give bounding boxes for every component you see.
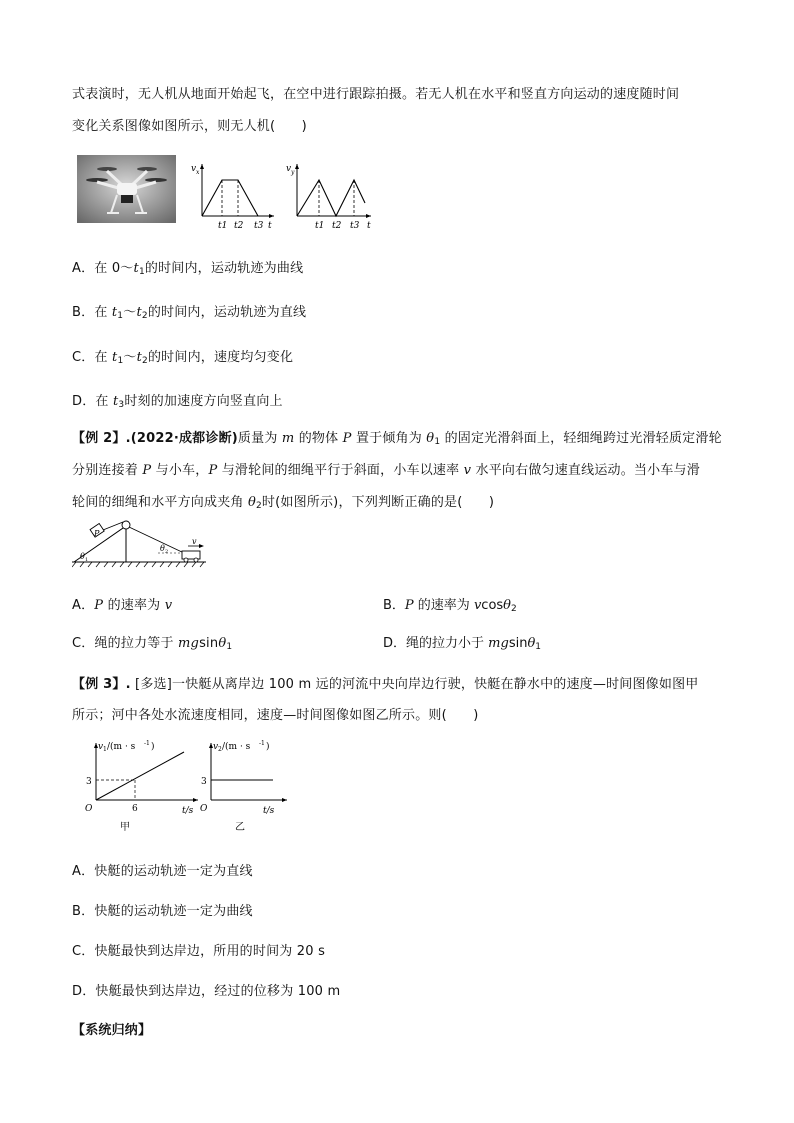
intro-line-2: 变化关系图像如图所示，则无人机( ) (72, 119, 307, 134)
label-theta1: θ (80, 552, 85, 561)
jia-line (96, 752, 184, 800)
intro-line-1: 式表演时，无人机从地面开始起飞，在空中进行跟踪拍摄。若无人机在水平和竖直方向运动的速度随时间 (72, 87, 680, 102)
drone-photo (77, 155, 176, 223)
system-summary-heading: 【系统归纳】 (72, 1023, 152, 1038)
svg-text:): ) (266, 742, 270, 752)
yi-origin: O (200, 804, 208, 814)
q3-option-b: B．快艇的运动轨迹一定为曲线 (72, 904, 253, 919)
jia-xtick-6: 6 (132, 804, 138, 814)
jia-ylabel: /(m · s (107, 742, 136, 752)
cart (182, 551, 200, 559)
q3-option-c: C．快艇最快到达岸边，所用的时间为 20 s (72, 944, 326, 959)
label-theta2-sub: 2 (165, 549, 169, 555)
vx-tick-t1: t1 (218, 221, 228, 231)
jia-caption: 甲 (120, 822, 130, 833)
jia-ylabel-var: v (98, 742, 104, 752)
rope-right (129, 527, 184, 553)
q3-option-a: A．快艇的运动轨迹一定为直线 (72, 864, 253, 879)
jia-ytick-3: 3 (86, 777, 92, 787)
svg-text:): ) (151, 742, 155, 752)
q3-option-d: D．快艇最快到达岸边，经过的位移为 100 m (72, 984, 341, 999)
vx-axis-label: v (191, 164, 197, 174)
incline-pulley-diagram (72, 518, 212, 568)
vy-tick-t1: t1 (315, 221, 325, 231)
vy-t-label: t (367, 221, 371, 231)
q3-stem-line-1: 【例 3】. [多选]一快艇从离岸边 100 m 远的河流中央向岸边行驶，快艇在静水中的速度—时间图像如图甲 (72, 677, 699, 692)
jia-ylabel-exp: -1 (144, 740, 150, 747)
q1-option-b: B．在 $t_1\sim t_2$的时间内，运动轨迹为直线 (72, 305, 307, 321)
q3-stem-line-2: 所示；河中各处水流速度相同，速度—时间图像如图乙所示。则( ) (72, 708, 479, 723)
jia-origin: O (85, 804, 93, 814)
vx-t-label: t (268, 221, 272, 231)
jia-ylabel-sub: 1 (103, 746, 107, 753)
vy-curve (297, 180, 365, 216)
q2-stem-line-1: 【例 2】.(2022·成都诊断)质量为 m 的物体 P 置于倾角为 $\theta_1$ 的固定光滑斜面上，轻细绳跨过光滑轻质定滑轮 (72, 431, 722, 447)
q2-stem-line-2: 分别连接着 P 与小车，P 与滑轮间的细绳平行于斜面，小车以速率 v 水平向右做匀速直线运动。当小车与滑 (72, 463, 700, 478)
boat-velocity-graph-jia (78, 737, 203, 837)
yi-xlabel: t/s (263, 806, 275, 816)
jia-xlabel: t/s (182, 806, 194, 816)
yi-ylabel-sub: 2 (218, 746, 222, 753)
yi-caption: 乙 (235, 822, 245, 833)
vx-time-graph (188, 158, 278, 233)
q2-option-c: C．绳的拉力等于 mgsinθ$_1$ (72, 636, 233, 652)
rope-left (103, 522, 123, 530)
vy-axis-label: v (286, 164, 292, 174)
vx-tick-t3: t3 (254, 221, 264, 231)
q2-stem-line-3: 轮间的细绳和水平方向成夹角 $\theta_2$时(如图所示)，下列判断正确的是( ) (72, 495, 495, 511)
q2-tag: 【例 2】. (72, 431, 131, 446)
q2-source: (2022·成都诊断) (130, 431, 238, 446)
vy-tick-t2: t2 (332, 221, 342, 231)
q2-option-d: D．绳的拉力小于 mgsinθ$_1$ (383, 636, 541, 652)
label-p: P (94, 529, 100, 538)
pulley (122, 521, 130, 529)
yi-ylabel-var: v (213, 742, 219, 752)
label-theta1-sub: 1 (85, 557, 89, 563)
yi-ytick-3: 3 (201, 777, 207, 787)
yi-ylabel: /(m · s (222, 742, 251, 752)
q3-tag: 【例 3】. (72, 677, 131, 692)
vy-axis-sub: y (291, 169, 295, 176)
vy-time-graph (283, 158, 375, 233)
q2-option-b: B．P 的速率为 vcosθ$_2$ (383, 598, 517, 614)
label-v: v (192, 537, 197, 546)
q2-option-a: A．P 的速率为 v (72, 598, 173, 613)
yi-ylabel-exp: -1 (259, 740, 265, 747)
label-theta2: θ (160, 544, 165, 553)
q1-option-c: C．在 $t_1\sim t_2$的时间内，速度均匀变化 (72, 350, 294, 366)
vx-axis-sub: x (196, 169, 200, 176)
vx-curve (202, 180, 258, 216)
vx-tick-t2: t2 (234, 221, 244, 231)
q1-option-a: A．在 $0\sim t_1$的时间内，运动轨迹为曲线 (72, 261, 304, 277)
q1-option-d: D．在 $t_3$时刻的加速度方向竖直向上 (72, 394, 283, 410)
vy-tick-t3: t3 (350, 221, 360, 231)
river-velocity-graph-yi (193, 737, 293, 837)
